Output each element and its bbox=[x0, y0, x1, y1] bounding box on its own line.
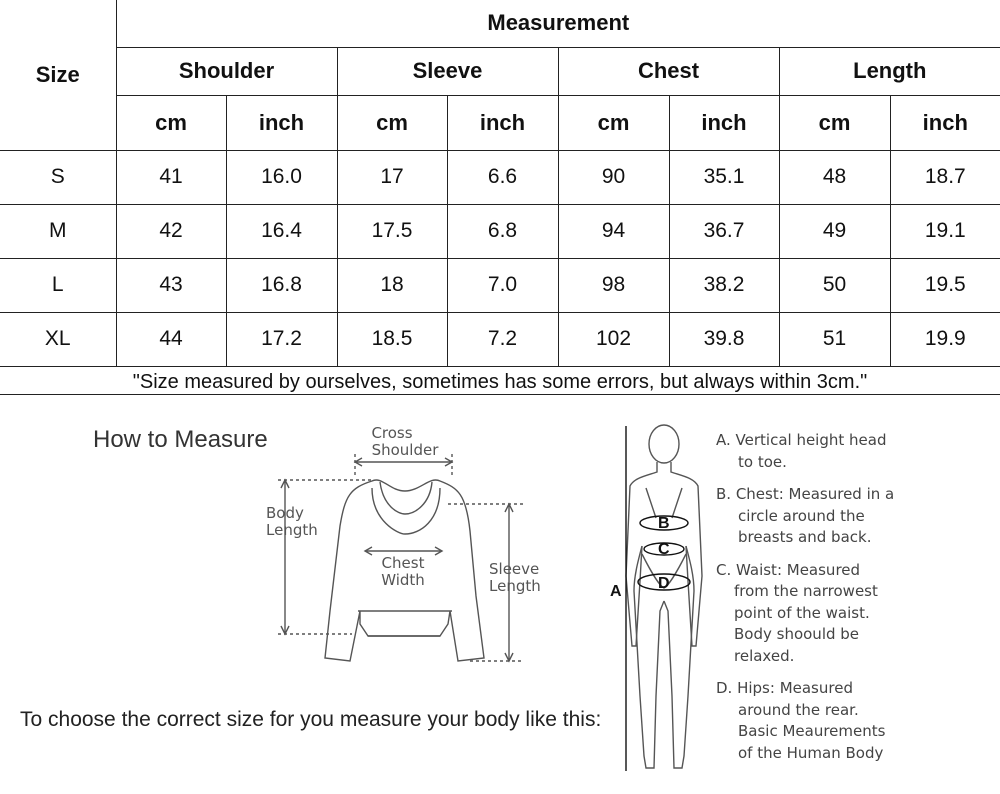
table-cell: 43 bbox=[116, 258, 226, 312]
table-cell: 51 bbox=[779, 312, 890, 366]
table-row bbox=[0, 150, 1000, 204]
waist-letter: C bbox=[658, 541, 670, 558]
legend-line: around the rear. bbox=[738, 700, 859, 719]
head-outline bbox=[649, 425, 679, 463]
table-row bbox=[0, 258, 1000, 312]
table-cell: 41 bbox=[116, 150, 226, 204]
legend-line: breasts and back. bbox=[738, 528, 872, 546]
legend-item-height bbox=[716, 430, 916, 473]
table-cell: 50 bbox=[779, 258, 890, 312]
unit-header: inch bbox=[447, 95, 558, 150]
group-header-shoulder: Shoulder bbox=[116, 47, 337, 95]
group-header-chest: Chest bbox=[558, 47, 779, 95]
size-cell: XL bbox=[0, 312, 116, 366]
legend-line: relaxed. bbox=[734, 646, 795, 665]
group-header-sleeve: Sleeve bbox=[337, 47, 558, 95]
measurement-header: Measurement bbox=[116, 0, 1000, 47]
table-cell: 44 bbox=[116, 312, 226, 366]
unit-header: cm bbox=[337, 95, 447, 150]
sweater-diagram bbox=[0, 396, 600, 696]
table-cell: 6.6 bbox=[447, 150, 558, 204]
table-row bbox=[0, 204, 1000, 258]
legend-line: circle around the bbox=[738, 506, 865, 525]
unit-header: inch bbox=[226, 95, 337, 150]
legend-line: B. Chest: Measured in a bbox=[716, 485, 895, 503]
legend-line: to toe. bbox=[738, 452, 787, 471]
legend-line: D. Hips: Measured bbox=[716, 679, 853, 697]
unit-header: cm bbox=[779, 95, 890, 150]
table-row bbox=[0, 312, 1000, 366]
table-cell: 7.0 bbox=[447, 258, 558, 312]
table-cell: 98 bbox=[558, 258, 669, 312]
table-cell: 38.2 bbox=[669, 258, 779, 312]
unit-header: inch bbox=[890, 95, 1000, 150]
chest-letter: B bbox=[658, 515, 670, 532]
size-cell: M bbox=[0, 204, 116, 258]
table-cell: 48 bbox=[779, 150, 890, 204]
table-cell: 17.5 bbox=[337, 204, 447, 258]
choose-size-instruction: To choose the correct size for you measure your body like this: bbox=[20, 708, 602, 731]
table-cell: 7.2 bbox=[447, 312, 558, 366]
table-cell: 49 bbox=[779, 204, 890, 258]
unit-header: inch bbox=[669, 95, 779, 150]
table-cell: 6.8 bbox=[447, 204, 558, 258]
legend-line: Basic Meaurements bbox=[738, 722, 886, 740]
measurement-note: "Size measured by ourselves, sometimes has some errors, but always within 3cm." bbox=[0, 369, 1000, 395]
legend-line: from the narrowest bbox=[734, 582, 878, 600]
table-cell: 16.4 bbox=[226, 204, 337, 258]
unit-header: cm bbox=[116, 95, 226, 150]
legend-item-hips bbox=[716, 678, 916, 764]
measurement-legend bbox=[716, 430, 916, 775]
legend-line: A. Vertical height head bbox=[716, 431, 887, 449]
chest-width-label: Chest Width bbox=[381, 554, 425, 589]
table-cell: 39.8 bbox=[669, 312, 779, 366]
table-cell: 18 bbox=[337, 258, 447, 312]
unit-header: cm bbox=[558, 95, 669, 150]
size-header: Size bbox=[0, 0, 116, 150]
sleeve-length-label: Sleeve Length bbox=[489, 560, 541, 595]
table-cell: 19.9 bbox=[890, 312, 1000, 366]
table-cell: 94 bbox=[558, 204, 669, 258]
hips-letter: D bbox=[658, 575, 670, 592]
table-cell: 35.1 bbox=[669, 150, 779, 204]
group-header-length: Length bbox=[779, 47, 1000, 95]
legend-line: Body shoould be bbox=[734, 625, 860, 643]
body-length-label: Body Length bbox=[266, 504, 318, 539]
size-cell: S bbox=[0, 150, 116, 204]
legend-line: of the Human Body bbox=[738, 743, 884, 762]
table-cell: 19.1 bbox=[890, 204, 1000, 258]
body-diagram bbox=[600, 396, 720, 794]
table-cell: 19.5 bbox=[890, 258, 1000, 312]
how-to-measure-title: How to Measure bbox=[93, 426, 268, 453]
how-to-measure-panel bbox=[0, 396, 1000, 794]
table-cell: 16.8 bbox=[226, 258, 337, 312]
table-cell: 102 bbox=[558, 312, 669, 366]
table-cell: 36.7 bbox=[669, 204, 779, 258]
table-cell: 17 bbox=[337, 150, 447, 204]
legend-item-chest bbox=[716, 484, 916, 549]
table-cell: 17.2 bbox=[226, 312, 337, 366]
height-letter: A bbox=[610, 583, 622, 600]
legend-line: point of the waist. bbox=[734, 603, 870, 622]
size-chart-table bbox=[0, 0, 1000, 367]
cross-shoulder-label: Cross Shoulder bbox=[371, 424, 439, 459]
legend-line: C. Waist: Measured bbox=[716, 560, 861, 579]
table-cell: 16.0 bbox=[226, 150, 337, 204]
table-cell: 18.7 bbox=[890, 150, 1000, 204]
size-cell: L bbox=[0, 258, 116, 312]
table-cell: 18.5 bbox=[337, 312, 447, 366]
table-cell: 90 bbox=[558, 150, 669, 204]
legend-item-waist bbox=[716, 560, 916, 668]
table-cell: 42 bbox=[116, 204, 226, 258]
